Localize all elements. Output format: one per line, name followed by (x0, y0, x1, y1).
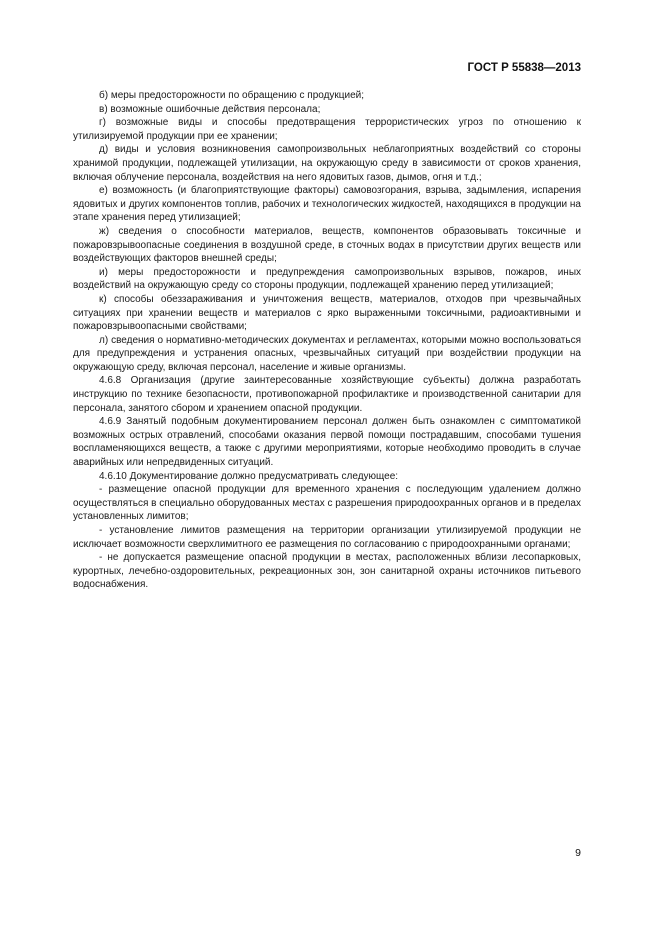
paragraph-v: в) возможные ошибочные действия персонала; (99, 103, 321, 115)
paragraph-i: и) меры предосторожности и предупреждения самопроизвольных взрывов, пожаров, иных воздействий на окружающую среду со стороны продукции, подлежащей хранению перед утилизацией; (73, 266, 581, 292)
clause-4-6-9: 4.6.9 Занятый подобным документированием персонал должен быть ознакомлен с симптоматикой возможных острых отравлений, способами оказания первой помощи пострадавшим, способами тушения воспламеняющихся веществ, а также с другими мероприятиями, которые необходимо проводить в случае аварийных или непредвиденных ситуаций. (73, 416, 581, 469)
paragraph-g: г) возможные виды и способы предотвращения террористических угроз по отношению к утилизируемой продукции при ее хранении; (73, 117, 581, 142)
clause-4-6-8: 4.6.8 Организация (другие заинтересованные хозяйствующие субъекты) должна разработать инструкцию по технике безопасности, противопожарной профилактике и производственной санитарии для персонала, занятого сбором и хранением опасной продукции. (73, 375, 581, 414)
clause-4-6-10: 4.6.10 Документирование должно предусматривать следующее: (99, 470, 399, 482)
document-body (73, 89, 581, 592)
paragraph-l: л) сведения о нормативно-методических документах и регламентах, которыми можно воспользоваться для предупреждения и устранения опасных, чрезвычайных ситуаций при воздействии продукции на окружающую среду, включая персонал, население и живые организмы. (73, 334, 581, 373)
paragraph-b: б) меры предосторожности по обращению с продукцией; (99, 90, 365, 101)
paragraph-zh: ж) сведения о способности материалов, веществ, компонентов образовывать токсичные и пожаровзрывоопасные соединения в воздушной среде, в сточных водах в присутствии других веществ или воздействующих факторов внешней среды; (73, 225, 581, 265)
list-item-prohibited-zones: - не допускается размещение опасной продукции в местах, расположенных вблизи лесопарковых, курортных, лечебно-оздоровительных, рекреационных зон, зон санитарной охраны источников питьевого водоснабжения. (73, 552, 581, 591)
paragraph-d: д) виды и условия возникновения самопроизвольных неблагоприятных воздействий со стороны хранимой продукции, подлежащей утилизации, на окружающую среду в зависимости от сроков хранения, включая облучение персонала, воздействия на него ядовитых газов, дымов, огня и т.д.; (73, 144, 581, 183)
paragraph-e: е) возможность (и благоприятствующие факторы) самовозгорания, взрыва, задымления, испарения ядовитых и других компонентов топлив, рабочих и технологических жидкостей, находящихся в продукции на этапе хранения перед утилизацией; (73, 185, 581, 224)
document-code-header: ГОСТ Р 55838—2013 (467, 62, 581, 74)
list-item-limits: - установление лимитов размещения на территории организации утилизируемой продукции не исключает возможности сверхлимитного ее размещения по согласованию с природоохранными органами; (73, 525, 581, 550)
page-number: 9 (575, 847, 581, 859)
paragraph-k: к) способы обеззараживания и уничтожения веществ, материалов, отходов при чрезвычайных ситуациях при хранении веществ и материалов с ярко выраженными токсичными, радиоактивными и пожаровзрывоопасными свойствами; (73, 293, 581, 333)
list-item-temporary-storage: - размещение опасной продукции для временного хранения с последующим удалением должно осуществляться в специально оборудованных местах с разрешения природоохранных органов и в пределах установленных лимитов; (73, 484, 581, 523)
